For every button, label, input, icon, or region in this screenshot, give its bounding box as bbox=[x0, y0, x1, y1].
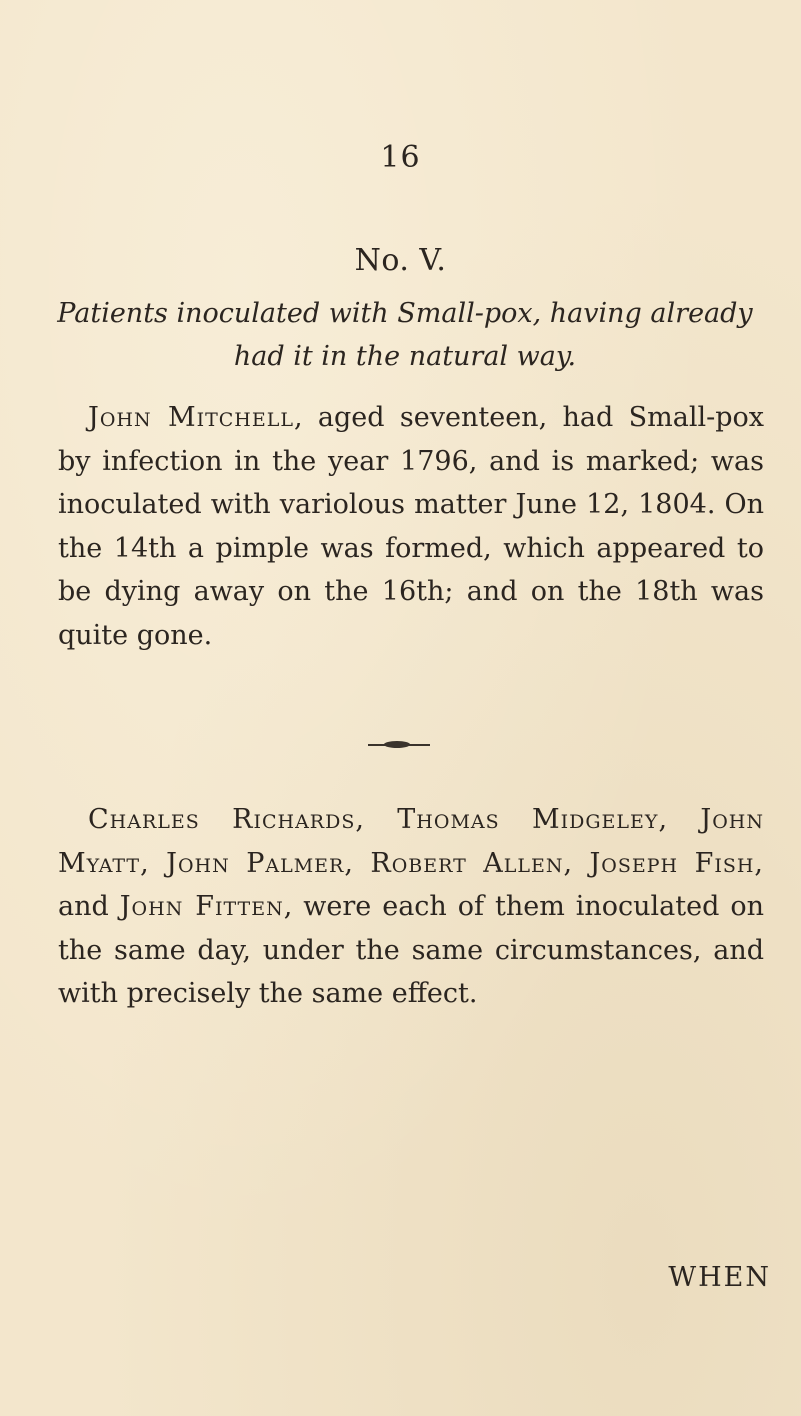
section-title: No. V. bbox=[354, 243, 447, 278]
section-subtitle: Patients inoculated with Small-pox, having already had it in the natural way. bbox=[57, 298, 753, 372]
patient-name-last: John Fitten bbox=[119, 891, 284, 922]
paragraph-group-patients bbox=[58, 798, 764, 1016]
paragraph-text: , aged seventeen, had Small-pox by infection in the year 1796, and is marked; was inoculated with variolous matter June 12, 1804. On the 14th a pimple was formed, which appeared to be dying away on the 16th; and on the 18th was quite gone. bbox=[58, 402, 764, 651]
page-number: 16 bbox=[380, 140, 421, 175]
paragraph-text: , were each of them inoculated on the same day, under the same circumstances, and with precisely the same effect. bbox=[58, 891, 764, 1009]
conjunction: and bbox=[58, 891, 120, 922]
patient-names: Charles Richards, Thomas Midgeley, John Myatt, John Palmer, Robert Allen, Joseph Fish, bbox=[58, 804, 764, 879]
catchword: WHEN bbox=[668, 1262, 771, 1293]
divider-ornament bbox=[384, 741, 410, 748]
paragraph-mitchell bbox=[58, 396, 764, 657]
patient-name: John Mitchell bbox=[88, 402, 294, 433]
